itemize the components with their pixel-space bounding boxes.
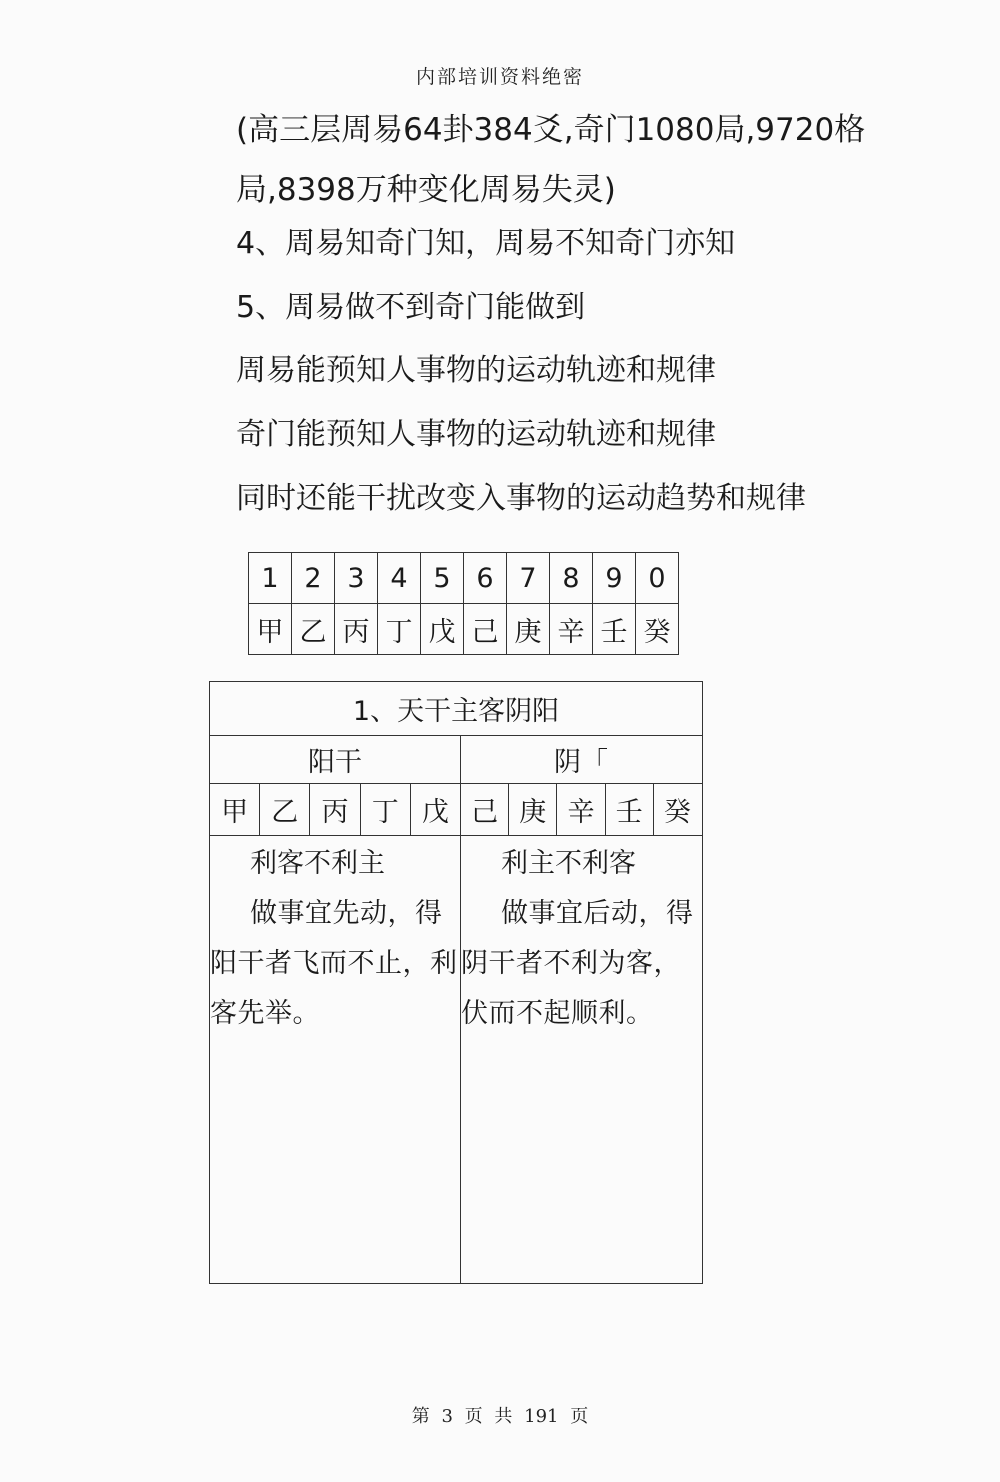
number-cell: 0 bbox=[636, 553, 679, 604]
stem-cell: 乙 bbox=[292, 604, 335, 655]
yang-description bbox=[210, 836, 460, 1283]
yang-stem: 丙 bbox=[309, 784, 359, 835]
yin-yang-header-row bbox=[210, 736, 702, 784]
yang-text: 做事宜先动，得阳干者飞而不止，利客先举。 bbox=[210, 898, 458, 1029]
statement-qimen: 奇门能预知人事物的运动轨迹和规律 bbox=[236, 417, 716, 452]
yang-title: 利客不利主 bbox=[250, 848, 385, 879]
stem-cell: 庚 bbox=[507, 604, 550, 655]
yin-stem: 壬 bbox=[605, 784, 653, 835]
page-footer: 第 3 页 共 191 页 bbox=[411, 1406, 589, 1427]
number-cell: 6 bbox=[464, 553, 507, 604]
yang-stem: 乙 bbox=[259, 784, 309, 835]
point-4: 4、周易知奇门知，周易不知奇门亦知 bbox=[236, 226, 736, 261]
number-cell: 8 bbox=[550, 553, 593, 604]
stem-cell: 壬 bbox=[593, 604, 636, 655]
description-row bbox=[210, 836, 702, 1283]
yin-text: 做事宜后动，得阴干者不利为客，伏而不起顺利。 bbox=[461, 898, 694, 1029]
stem-cell: 丁 bbox=[378, 604, 421, 655]
number-cell: 1 bbox=[249, 553, 292, 604]
stems-row bbox=[210, 784, 702, 836]
stem-cell: 戊 bbox=[421, 604, 464, 655]
yang-stem: 甲 bbox=[221, 797, 249, 828]
stem-row bbox=[249, 604, 679, 655]
yin-title: 利主不利客 bbox=[501, 848, 636, 879]
stem-cell: 辛 bbox=[550, 604, 593, 655]
intro-paragraph bbox=[188, 100, 888, 220]
stem-cell: 癸 bbox=[636, 604, 679, 655]
yin-stem: 己 bbox=[471, 797, 499, 828]
yin-stem: 辛 bbox=[556, 784, 604, 835]
yang-header: 阳干 bbox=[308, 747, 362, 778]
number-cell: 4 bbox=[378, 553, 421, 604]
yin-description bbox=[460, 836, 701, 1283]
stem-cell: 己 bbox=[464, 604, 507, 655]
yin-header: 阴「 bbox=[460, 736, 701, 783]
intro-text: (高三层周易64卦384爻,奇门1080局,9720格局,8398万种变化周易失灵) bbox=[236, 112, 866, 208]
number-cell: 3 bbox=[335, 553, 378, 604]
yang-stem: 戊 bbox=[410, 784, 460, 835]
number-cell: 9 bbox=[593, 553, 636, 604]
number-row bbox=[249, 553, 679, 604]
yin-stems bbox=[460, 784, 701, 835]
number-cell: 7 bbox=[507, 553, 550, 604]
statement-interfere: 同时还能干扰改变入事物的运动趋势和规律 bbox=[236, 481, 806, 516]
yin-stem: 庚 bbox=[508, 784, 556, 835]
number-stem-table bbox=[248, 552, 679, 655]
point-5: 5、周易做不到奇门能做到 bbox=[236, 290, 586, 325]
stem-cell: 甲 bbox=[249, 604, 292, 655]
yin-stem: 癸 bbox=[653, 784, 701, 835]
table-title: 1、天干主客阴阳 bbox=[210, 682, 702, 736]
yang-stems bbox=[210, 784, 460, 835]
host-guest-table bbox=[209, 681, 703, 1284]
number-cell: 5 bbox=[421, 553, 464, 604]
page-header: 内部培训资料绝密 bbox=[415, 66, 584, 88]
yang-stem: 丁 bbox=[360, 784, 410, 835]
statement-zhouyi: 周易能预知人事物的运动轨迹和规律 bbox=[236, 353, 716, 388]
stem-cell: 丙 bbox=[335, 604, 378, 655]
number-cell: 2 bbox=[292, 553, 335, 604]
